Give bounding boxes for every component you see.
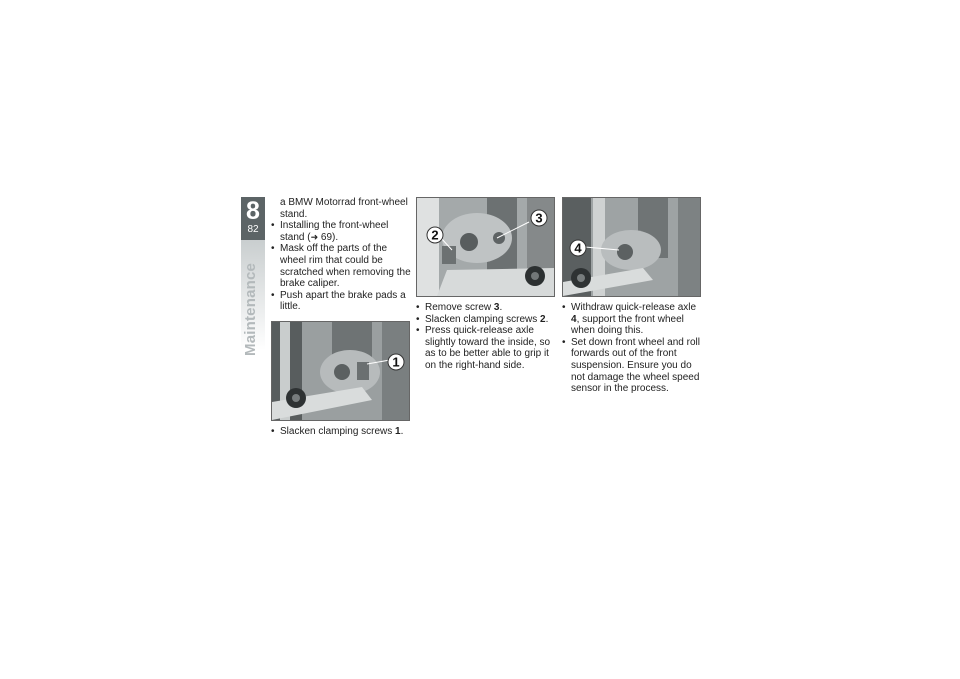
item-text-after: ). [332,231,339,243]
continued-text: a BMW Motorrad front-wheel stand. [280,197,408,220]
photo-quick-release-axle [563,198,700,296]
column-2 [416,197,556,372]
callout-ref: 1 [395,425,401,437]
list-item [562,337,702,395]
item-text-after: . [400,425,404,437]
photo-front-fork-axle [272,322,409,420]
list-item [562,302,702,337]
page-number: 82 [247,224,259,235]
item-text: Press quick-release axle slightly toward the inside, so as to be better able to grip it on the right-hand side. [425,325,551,371]
callout-ref: 4 [571,313,577,325]
chapter-tab [241,197,265,240]
section-title: Maintenance [242,262,259,356]
item-text: Withdraw quick-release axle [571,302,697,313]
item-text: Set down front wheel and roll forwards out of the front suspension. Ensure you do not damage the wheel speed sensor in the process. [571,336,700,395]
page-ref-arrow-icon: ➜ [310,231,319,242]
item-text-after: . [545,313,549,325]
figure-axle-screws [416,197,555,297]
item-text: Mask off the parts of the wheel rim that could be scratched when removing the brake caliper. [280,243,411,290]
step-list-3 [562,302,702,395]
item-text: Remove screw [425,302,494,313]
figure-callout-4: 4 [574,240,582,256]
step-list-1b [271,426,411,438]
figure-callout-1: 1 [392,354,400,370]
item-text-after: , support the front wheel when doing this. [571,313,684,337]
item-text-after: . [499,302,503,313]
callout-ref: 2 [540,313,546,325]
list-item [416,314,556,326]
list-item [416,325,556,371]
item-text: Slacken clamping screws [280,425,396,437]
step-list-1 [271,220,411,313]
item-text: Push apart the brake pads a little. [280,289,406,313]
column-3 [562,197,702,395]
figure-callout-3: 3 [535,210,543,226]
figure-clamping-screws [271,321,410,421]
page-ref[interactable]: 69 [320,231,333,243]
figure-quick-release-axle [562,197,701,297]
list-item [416,302,556,314]
list-item [271,220,411,243]
step-list-2 [416,302,556,372]
chapter-number: 8 [246,197,260,225]
list-item [271,243,411,289]
item-text: Installing the front-wheel stand ( [280,220,389,243]
photo-axle-clamp [417,198,554,296]
item-text: Slacken clamping screws [425,313,541,325]
figure-callout-2: 2 [431,227,439,243]
list-item [271,290,411,313]
callout-ref: 3 [493,302,500,313]
column-1 [271,197,411,438]
list-item [271,426,411,438]
